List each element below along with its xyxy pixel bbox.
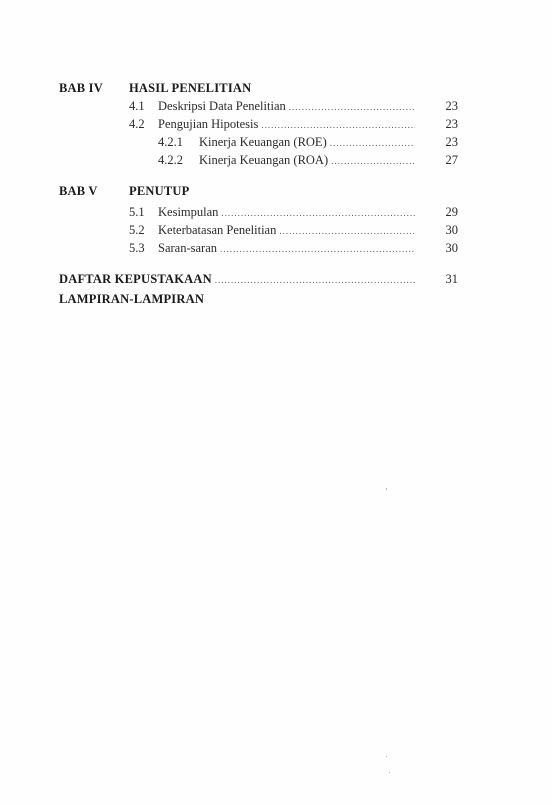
toc-item-5-2-page: 30 xyxy=(445,223,458,237)
toc-item-5-1-page: 29 xyxy=(445,205,458,219)
chapter-4-title: HASIL PENELITIAN xyxy=(129,81,252,95)
toc-item-4-1-page: 23 xyxy=(445,99,458,113)
daftar-kepustakaan-page: 31 xyxy=(445,272,458,286)
toc-item-4-1[interactable] xyxy=(158,99,415,113)
toc-item-5-3-page: 30 xyxy=(445,241,458,255)
toc-item-5-1-label: Kesimpulan xyxy=(158,205,219,219)
toc-item-4-2-2[interactable] xyxy=(199,153,415,167)
toc-item-5-2-label: Keterbatasan Penelitian xyxy=(158,223,277,237)
toc-item-4-2-1[interactable] xyxy=(199,135,415,149)
daftar-kepustakaan-label: DAFTAR KEPUSTAKAAN xyxy=(59,272,212,286)
toc-item-5-1-number: 5.1 xyxy=(129,205,145,219)
leader-dots xyxy=(279,224,415,238)
toc-item-5-2[interactable] xyxy=(158,223,415,237)
toc-item-4-2[interactable] xyxy=(158,117,415,131)
leader-dots xyxy=(220,242,415,256)
scan-speck xyxy=(386,488,387,490)
toc-item-4-2-1-number: 4.2.1 xyxy=(158,135,183,149)
scan-speck xyxy=(389,772,390,773)
toc-item-daftar-kepustakaan[interactable] xyxy=(59,272,415,286)
chapter-4-number: BAB IV xyxy=(59,81,103,95)
toc-item-4-2-number: 4.2 xyxy=(129,117,145,131)
toc-item-4-1-label: Deskripsi Data Penelitian xyxy=(158,99,286,113)
scan-speck xyxy=(386,756,387,757)
leader-dots xyxy=(261,118,415,132)
toc-item-4-2-page: 23 xyxy=(445,117,458,131)
toc-item-5-3[interactable] xyxy=(158,241,415,255)
toc-item-5-2-number: 5.2 xyxy=(129,223,145,237)
leader-dots xyxy=(215,273,415,287)
toc-item-4-2-1-page: 23 xyxy=(445,135,458,149)
toc-item-4-2-label: Pengujian Hipotesis xyxy=(158,117,259,131)
toc-item-4-2-1-label: Kinerja Keuangan (ROE) xyxy=(199,135,327,149)
chapter-5-title: PENUTUP xyxy=(129,184,190,198)
chapter-5-number: BAB V xyxy=(59,184,98,198)
toc-item-4-2-2-label: Kinerja Keuangan (ROA) xyxy=(199,153,329,167)
toc-item-5-1[interactable] xyxy=(158,205,415,219)
leader-dots xyxy=(221,206,415,220)
toc-item-5-3-number: 5.3 xyxy=(129,241,145,255)
toc-item-4-2-2-page: 27 xyxy=(445,153,458,167)
toc-item-4-1-number: 4.1 xyxy=(129,99,145,113)
toc-item-5-3-label: Saran-saran xyxy=(158,241,217,255)
leader-dots xyxy=(330,136,415,150)
leader-dots xyxy=(289,100,415,114)
lampiran-label: LAMPIRAN-LAMPIRAN xyxy=(59,292,205,306)
toc-item-4-2-2-number: 4.2.2 xyxy=(158,153,183,167)
leader-dots xyxy=(331,154,415,168)
